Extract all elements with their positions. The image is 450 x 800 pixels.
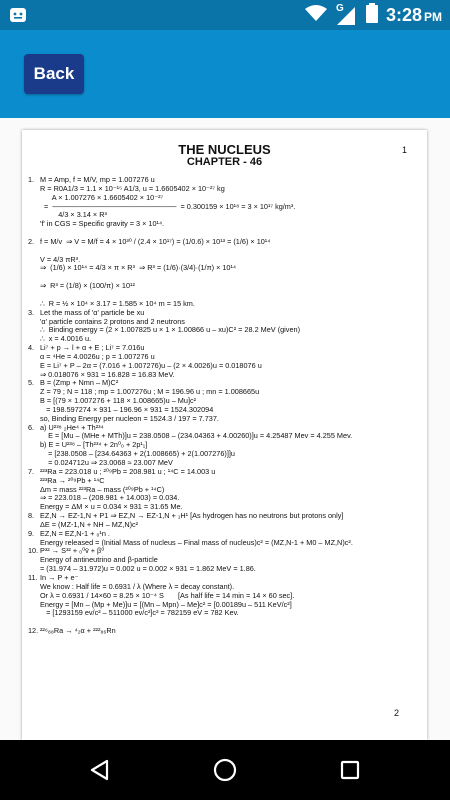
android-notification-icon xyxy=(8,5,28,25)
document-line xyxy=(28,282,418,291)
document-line xyxy=(28,432,418,441)
question-number: 2. xyxy=(28,237,35,246)
question-number: 12. xyxy=(28,627,39,636)
document-line xyxy=(28,335,418,344)
status-time: 3:28 xyxy=(385,4,422,25)
line-text: = (31.974 – 31.972)u = 0.002 u = 0.002 × 931 = 1.862 MeV = 1.86. xyxy=(40,565,256,574)
document-chapter: CHAPTER - 46 xyxy=(186,156,263,168)
line-text: Z = 79 ; N = 118 ; mp = 1.007276u ; M = 196.96 u ; mn = 1.008665u xyxy=(40,388,260,397)
document-line xyxy=(28,318,418,327)
document-line xyxy=(28,512,418,521)
status-bar xyxy=(0,0,450,30)
document-line xyxy=(28,300,418,309)
document-content xyxy=(28,176,418,636)
document-line xyxy=(28,415,418,424)
document-line xyxy=(28,353,418,362)
document-viewer[interactable] xyxy=(0,118,450,740)
document-title: THE NUCLEUS xyxy=(178,142,271,157)
line-text: P³² → S³² + ₀⁰v̄ + β⁰ xyxy=(40,547,105,556)
line-text: Let the mass of 'α' particle be xu xyxy=(40,308,145,317)
line-text: ∴ x = 4.0016 u. xyxy=(40,335,92,344)
question-number: 6. xyxy=(28,423,35,432)
document-line xyxy=(28,291,418,300)
question-number: 3. xyxy=(28,308,35,317)
line-text: ΔE = (MZ-1,N + NH – MZ,N)c² xyxy=(40,520,139,529)
document-line xyxy=(28,185,418,194)
line-text: B = (Zmp + Nmn – M)C² xyxy=(40,379,119,388)
line-text: so, Binding Energy per nucleon = 1524.3 / 197 = 7.737. xyxy=(40,414,219,423)
line-text: 4/3 × 3.14 × R³ xyxy=(40,211,107,220)
document-line xyxy=(28,211,418,220)
document-line xyxy=(28,592,418,601)
line-text: = [1293159 ev/c² – 511000 ev/c²]c² = 782159 eV = 782 Kev. xyxy=(40,609,239,618)
line-text: ²²⁶₈₈Ra → ⁴₂α + ²²²₈₆Rn xyxy=(40,627,116,636)
recents-square-icon[interactable] xyxy=(334,754,366,786)
line-text: E = [Mu – (MHe + MTh)]u = 238.0508 – (234.04363 + 4.00260)]u = 4.25487 Mev = 4.255 Mev. xyxy=(40,432,353,441)
line-text: ⇒ R³ = (1/8) × (100/π) × 10¹² xyxy=(40,282,135,291)
back-button[interactable]: Back xyxy=(24,54,84,94)
wifi-icon xyxy=(304,4,328,27)
line-text: ⇒ = 223.018 – (208.981 + 14.003) = 0.034. xyxy=(40,494,180,503)
question-number: 4. xyxy=(28,344,35,353)
document-line xyxy=(28,397,418,406)
line-text: Energy of antineutrino and β-particle xyxy=(40,556,158,565)
line-text: We know : Half life = 0.6931 / λ (Where λ = decay constant). xyxy=(40,582,235,591)
line-text: α = ⁴He = 4.0026u ; p = 1.007276 u xyxy=(40,352,155,361)
document-line xyxy=(28,406,418,415)
line-text: Or λ = 0.6931 / 14×60 = 8.25 × 10⁻⁴ S [As half life = 14 min = 14 × 60 sec]. xyxy=(40,591,295,600)
line-text: E = Li⁷ + P – 2α = (7.016 + 1.007276)u – (2 × 4.0026)u = 0.018076 u xyxy=(40,361,262,370)
document-line xyxy=(28,503,418,512)
document-line xyxy=(28,477,418,486)
line-text: V = 4/3 πR³. xyxy=(40,255,81,264)
document-line xyxy=(28,256,418,265)
document-line xyxy=(28,450,418,459)
line-text: In → P + e⁻ xyxy=(40,573,79,582)
line-text: f = M/v ⇒ V = M/f = 4 × 10³⁰ / (2.4 × 10¹⁷) = (1/0.6) × 10¹³ = (1/6) × 10¹⁴ xyxy=(40,237,271,246)
line-text: B = [(79 × 1.007276 + 118 × 1.008665)u – Mu]c² xyxy=(40,397,197,406)
line-text: 'f' in CGS = Specific gravity = 3 × 10¹⁴. xyxy=(40,220,165,229)
app-bar xyxy=(0,30,450,118)
home-circle-icon[interactable] xyxy=(209,754,241,786)
question-number: 11. xyxy=(28,573,38,582)
line-text: Energy released = (Initial Mass of nucleus – Final mass of nucleus)c² = (MZ,N-1 + M0 – MZ,N)c². xyxy=(40,538,353,547)
battery-icon xyxy=(366,3,378,28)
line-text: a) U²³⁸ ₂He⁴ + Th²³⁴ xyxy=(40,423,104,432)
document-line xyxy=(28,273,418,282)
line-text: ∴ R = ½ × 10⁴ × 3.17 = 1.585 × 10⁴ m = 15 km. xyxy=(40,299,195,308)
network-type-label: G xyxy=(335,3,344,14)
document-line xyxy=(28,494,418,503)
document-line xyxy=(28,362,418,371)
document-line xyxy=(28,521,418,530)
line-text: M = Amp, f = M/V, mp = 1.007276 u xyxy=(40,176,155,184)
document-page xyxy=(22,130,427,740)
document-line xyxy=(28,388,418,397)
line-text: Energy = ΔM × u = 0.034 × 931 = 31.65 Me. xyxy=(40,503,183,512)
line-text: ²²³Ra → ²⁰⁹Pb + ¹⁴C xyxy=(40,476,105,485)
document-line xyxy=(28,176,418,185)
document-line xyxy=(28,459,418,468)
navigation-bar xyxy=(0,740,450,800)
document-line xyxy=(28,583,418,592)
line-text: EZ,N → EZ-1,N + P1 ⇒ EZ,N → EZ-1,N + ₁H¹ [As hydrogen has no neutrons but protons only] xyxy=(40,512,344,521)
question-number: 7. xyxy=(28,467,35,476)
document-line xyxy=(28,194,418,203)
document-line xyxy=(28,441,418,450)
page-number-top: 1 xyxy=(401,145,407,155)
question-number: 8. xyxy=(28,512,35,521)
status-ampm: PM xyxy=(424,9,442,24)
document-line xyxy=(28,309,418,318)
document-line xyxy=(28,326,418,335)
document-line xyxy=(28,203,418,212)
document-line xyxy=(28,264,418,273)
question-number: 5. xyxy=(28,379,35,388)
document-line xyxy=(28,601,418,610)
line-text: = 0.024712u ⇒ 23.0068 ≈ 23.007 MeV xyxy=(40,459,173,467)
document-line xyxy=(28,229,418,238)
line-text: Δm = mass ²²³Ra – mass (²⁰⁹Pb + ¹⁴C) xyxy=(40,485,165,494)
line-text: = 198.597274 × 931 – 196.96 × 931 = 1524.302094 xyxy=(40,405,214,414)
document-line xyxy=(28,565,418,574)
line-text: ⇒ 0.018076 × 931 = 16.828 = 16.83 MeV. xyxy=(40,370,175,379)
document-line xyxy=(28,238,418,247)
line-text: b) E = U²³⁸ – [Th²³⁴ + 2n⁰₀ + 2p¹₁] xyxy=(40,441,148,450)
document-line xyxy=(28,344,418,353)
line-text: ²²³Ra = 223.018 u ; ²⁰⁹Pb = 208.981 u ; ¹⁴C = 14.003 u xyxy=(40,467,216,476)
question-number: 9. xyxy=(28,529,35,538)
document-line xyxy=(28,424,418,433)
document-line xyxy=(28,556,418,565)
back-triangle-icon[interactable] xyxy=(84,754,116,786)
line-text: = [238.0508 – [234.64363 + 2(1.008665) + 2(1.007276)]]u xyxy=(40,450,235,459)
line-text: 'α' particle contains 2 protons and 2 neutrons xyxy=(40,317,185,326)
line-text: Energy = [Mn – (Mp + Me)]u = [(Mn – Mpn) – Me]c² = [0.00189u – 511 KeV/c²] xyxy=(40,600,292,609)
line-text: ⇒ (1/6) × 10¹⁴ = 4/3 × π × R³ ⇒ R³ = (1/6)·(3/4)·(1/π) × 10¹⁴ xyxy=(40,264,237,273)
document-line xyxy=(28,247,418,256)
document-line xyxy=(28,371,418,380)
question-number: 10. xyxy=(28,547,39,556)
document-line xyxy=(28,627,418,636)
line-text: EZ,N = EZ,N-1 + ₀¹n . xyxy=(40,529,110,538)
line-text: A × 1.007276 × 1.6605402 × 10⁻²⁷ xyxy=(40,193,164,202)
line-text: R = R0A1/3 = 1.1 × 10⁻¹⁵ A1/3, u = 1.6605402 × 10⁻²⁷ kg xyxy=(40,184,225,193)
page-number-bottom: 2 xyxy=(393,708,399,718)
question-number: 1. xyxy=(28,176,35,184)
document-line xyxy=(28,574,418,583)
document-line xyxy=(28,609,418,618)
line-text: ∴ Binding energy = (2 × 1.007825 u × 1 × 1.00866 u – xu)C² = 28.2 MeV (given) xyxy=(40,326,300,335)
document-line xyxy=(28,530,418,539)
document-line xyxy=(28,379,418,388)
line-text: Li⁷ + p → l + α + E ; Li⁷ = 7.016u xyxy=(40,344,145,353)
line-text: = ──────────────────────── = 0.300159 × 10¹⁸ = 3 × 10¹⁷ kg/m³. xyxy=(40,202,296,211)
document-line xyxy=(28,220,418,229)
document-line xyxy=(28,539,418,548)
signal-icon xyxy=(336,5,358,25)
document-line xyxy=(28,468,418,477)
document-line xyxy=(28,486,418,495)
document-line xyxy=(28,618,418,627)
document-line xyxy=(28,547,418,556)
